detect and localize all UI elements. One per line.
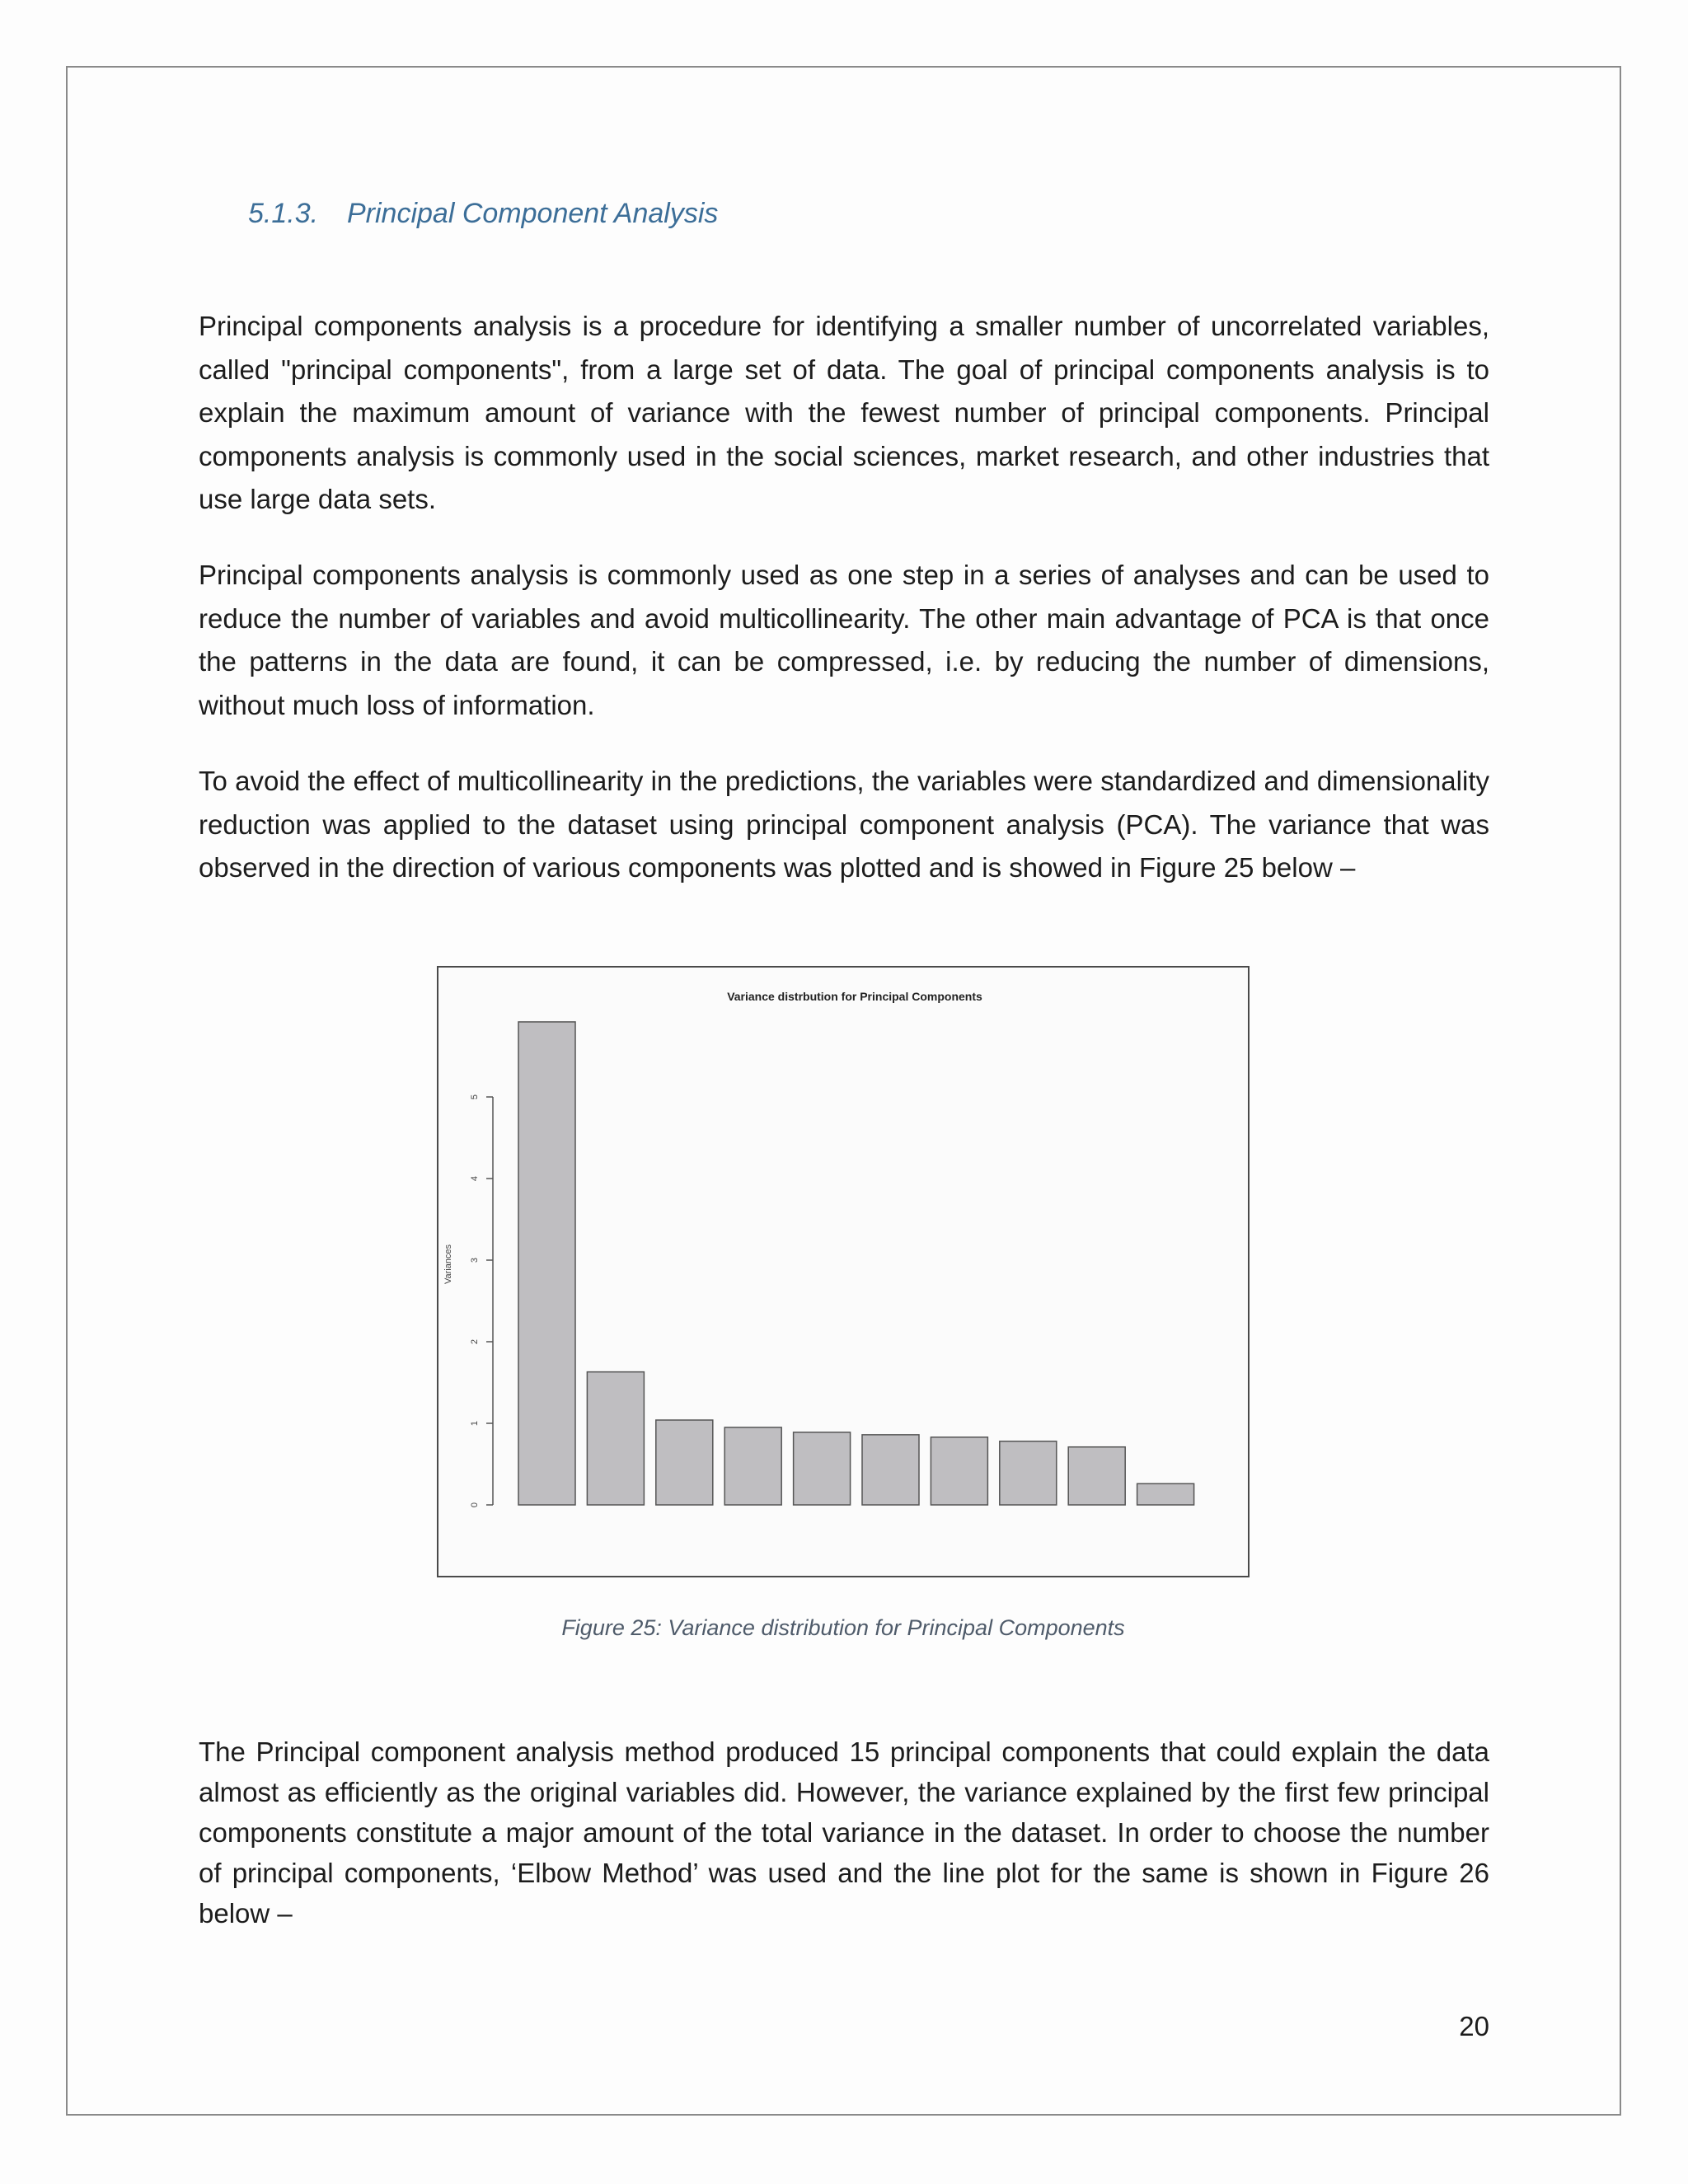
y-tick-label: 5 — [470, 1094, 480, 1100]
bar-pc10 — [1137, 1483, 1194, 1505]
y-tick-label: 2 — [470, 1338, 480, 1345]
bar-pc8 — [1000, 1441, 1057, 1505]
bar-pc3 — [656, 1420, 713, 1505]
section-number: 5.1.3. — [248, 198, 319, 229]
y-tick-label: 4 — [470, 1175, 480, 1182]
paragraph-2: Principal components analysis is commonly used as one step in a series of analyses and can be used to reduce the number of variables and avoid multicollinearity. The other main advantage of PCA is that once the patterns in the data are found, it can be compressed, i.e. by reducing the number of dimensions, without much loss of information. — [199, 560, 1489, 720]
variance-bar-chart — [437, 966, 1250, 1577]
bar-pc2 — [587, 1372, 644, 1505]
section-title: Principal Component Analysis — [347, 198, 719, 229]
bar-pc9 — [1068, 1447, 1125, 1505]
y-tick-label: 1 — [470, 1420, 480, 1427]
chart-bars — [518, 1022, 1194, 1505]
y-tick-label: 0 — [470, 1502, 480, 1508]
section-heading — [248, 198, 718, 230]
chart-y-axis — [470, 1094, 493, 1507]
figure-caption: Figure 25: Variance distribution for Principal Components — [561, 1615, 1125, 1640]
bar-pc7 — [931, 1437, 987, 1505]
chart-canvas — [438, 968, 1251, 1579]
y-tick-label: 3 — [470, 1257, 480, 1263]
bar-pc5 — [794, 1432, 851, 1505]
chart-y-axis-label: Variances — [443, 1244, 453, 1285]
bar-pc1 — [518, 1022, 575, 1505]
paragraph-3: To avoid the effect of multicollinearity in the predictions, the variables were standardized and dimensionality reduction was applied to the dataset using principal component analysis (PCA). The variance that was observed in the direction of various components was plotted and is showed in Figure 25 below – — [199, 766, 1489, 883]
bar-pc6 — [862, 1435, 919, 1505]
paragraph-4: The Principal component analysis method produced 15 principal components that could explain the data almost as efficiently as the original variables did. However, the variance explained by the first few principal components constitute a major amount of the total variance in the dataset. In order to choose the number of principal components, ‘Elbow Method’ was used and the line plot for the same is shown in Figure 26 below – — [199, 1736, 1489, 1929]
chart-title: Variance distrbution for Principal Components — [727, 990, 982, 1003]
bar-pc4 — [724, 1427, 781, 1505]
paragraph-1: Principal components analysis is a procedure for identifying a smaller number of uncorrelated variables, called "principal components", from a large set of data. The goal of principal components analysis is to explain the maximum amount of variance with the fewest number of principal components. Principal components analysis is commonly used in the social sciences, market research, and other industries that use large data sets. — [199, 311, 1489, 514]
page-number: 20 — [1459, 2011, 1489, 2041]
